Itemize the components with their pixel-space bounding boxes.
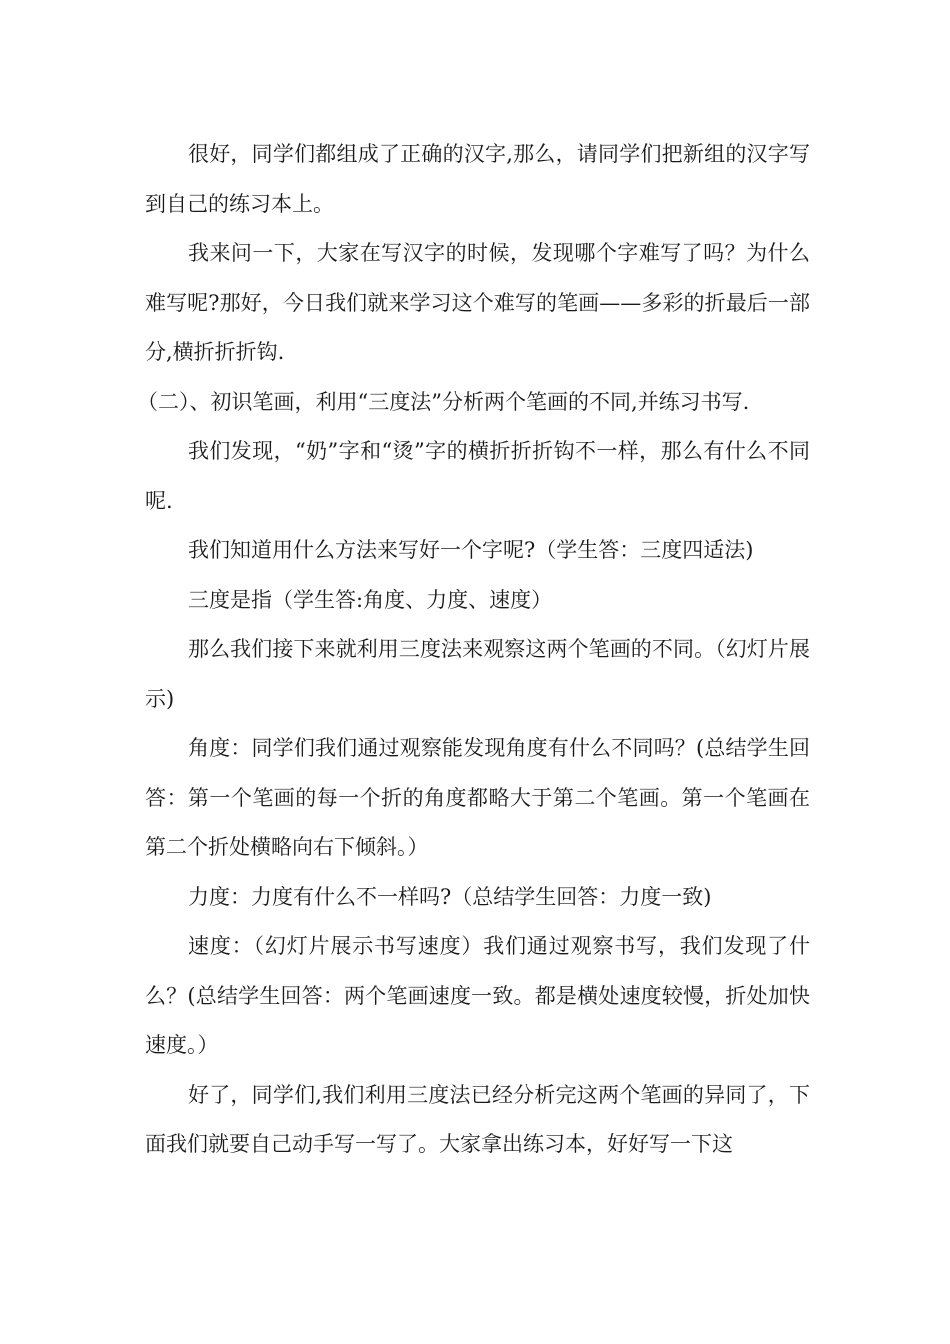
paragraph-4: 我们知道用什么方法来写好一个字呢?（学生答：三度四适法) xyxy=(188,538,754,562)
paragraph-8: 力度：力度有什么不一样吗?（总结学生回答：力度一致) xyxy=(188,884,712,909)
paragraph-6: 那么我们接下来就利用三度法来观察这两个笔画的不同。（幻灯片展示) xyxy=(145,637,810,711)
paragraph-5: 三度是指（学生答:角度、力度、速度） xyxy=(188,587,553,612)
paragraph-2: 我来问一下，大家在写汉字的时候，发现哪个字难写了吗？为什么难写呢?那好，今日我们就来学习这个难写的笔画——多彩的折最后一部分,横折折折钩. xyxy=(145,241,810,364)
paragraph-7: 角度：同学们我们通过观察能发现角度有什么不同吗？(总结学生回答：第一个笔画的每一个折的角度都略大于第二个笔画。第一个笔画在第二个折处横略向右下倾斜。） xyxy=(145,736,810,859)
document-body xyxy=(137,130,810,1170)
section-heading: （二）、初识笔画，利用“三度法”分析两个笔画的不同,并练习书写. xyxy=(137,389,750,414)
paragraph-3: 我们发现，“奶”字和“烫”字的横折折折钩不一样，那么有什么不同呢. xyxy=(145,439,810,513)
paragraph-9: 速度：（幻灯片展示书写速度）我们通过观察书写，我们发现了什么？(总结学生回答：两个笔画速度一致。都是横处速度较慢，折处加快速度。） xyxy=(145,934,810,1057)
paragraph-10: 好了，同学们,我们利用三度法已经分析完这两个笔画的异同了，下面我们就要自己动手写一写了。大家拿出练习本，好好写一下这 xyxy=(145,1082,810,1156)
paragraph-1: 很好，同学们都组成了正确的汉字,那么，请同学们把新组的汉字写到自己的练习本上。 xyxy=(145,142,810,216)
